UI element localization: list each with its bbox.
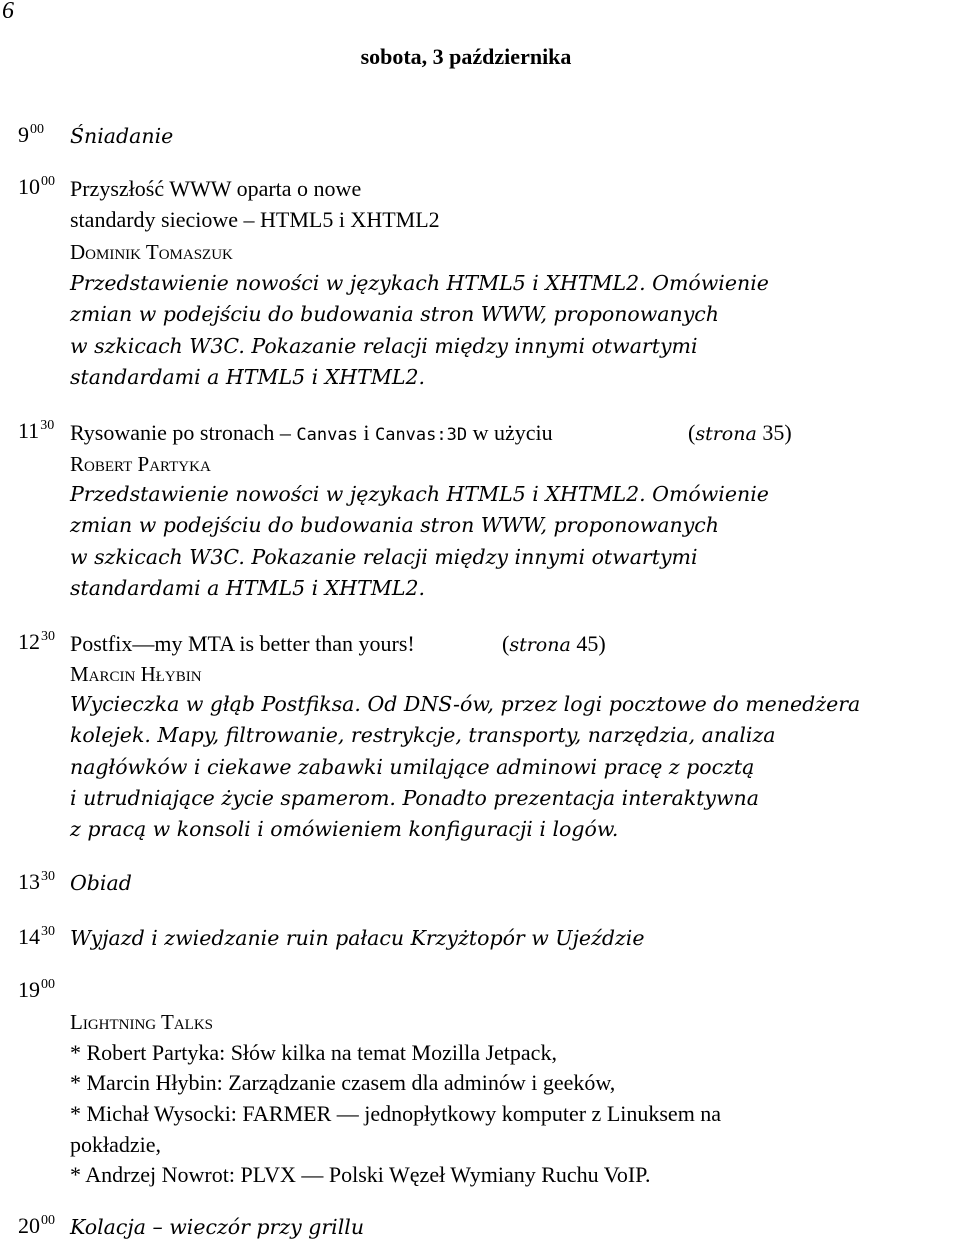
session-description-line: standardami a HTML5 i XHTML2. [70,365,426,389]
session-title: Lightning Talks [70,1010,214,1034]
talk-item: * Michał Wysocki: FARMER — jednopłytkowy komputer z Linuksem na [70,1101,722,1126]
day-heading: sobota, 3 października [360,44,572,69]
session-title: Postfix—my MTA is better than yours! [70,631,415,656]
session-title: Rysowanie po stronach – Canvas i Canvas:3D w użyciu [70,420,553,445]
session-time: $10^{00}$ [18,174,55,199]
session-title: Obiad [70,871,132,895]
code-term: Canvas [296,425,358,445]
session-description-line: Przedstawienie nowości w językach HTML5 i XHTML2. Omówienie [70,271,769,295]
session-description-line: zmian w podejściu do budowania stron WWW, proponowanych [70,302,719,326]
session-description-line: Przedstawienie nowości w językach HTML5 i XHTML2. Omówienie [70,482,769,506]
session-time: $9^{00}$ [18,122,44,147]
session-description-line: Wycieczka w głąb Postfiksa. Od DNS-ów, przez logi pocztowe do menedżera [70,692,861,716]
page-reference: (strona 45) [502,631,606,656]
session-title: Wyjazd i zwiedzanie ruin pałacu Krzyżtopór w Ujeździe [70,926,645,950]
session-description-line: w szkicach W3C. Pokazanie relacji między innymi otwartymi [70,545,698,569]
speaker-name: Dominik Tomaszuk [70,240,233,264]
page-reference: (strona 35) [688,420,792,445]
session-time: $11^{30}$ [18,418,55,443]
session-time: $14^{30}$ [18,924,55,949]
session-time: $20^{00}$ [18,1213,55,1238]
talk-item: * Marcin Hłybin: Zarządzanie czasem dla adminów i geeków, [70,1070,616,1095]
session-title: standardy sieciowe – HTML5 i XHTML2 [70,207,440,232]
session-title: Śniadanie [70,124,174,148]
session-description-line: zmian w podejściu do budowania stron WWW, proponowanych [70,513,719,537]
talk-item: * Andrzej Nowrot: PLVX — Polski Węzeł Wymiany Ruchu VoIP. [70,1162,651,1187]
session-time: $19^{00}$ [18,977,55,1002]
session-description-line: i utrudniające życie spamerom. Ponadto prezentacja interaktywna [70,786,759,810]
talk-item: * Robert Partyka: Słów kilka na temat Mozilla Jetpack, [70,1040,557,1065]
session-description-line: kolejek. Mapy, filtrowanie, restrykcje, transporty, narzędzia, analiza [70,723,776,747]
session-time: $12^{30}$ [18,629,55,654]
code-term: Canvas:3D [374,425,468,445]
session-title: Kolacja – wieczór przy grillu [70,1215,365,1239]
talk-item: pokładzie, [70,1132,162,1157]
session-description-line: standardami a HTML5 i XHTML2. [70,576,426,600]
page-number: 6 [2,0,14,24]
session-description-line: z pracą w konsoli i omówieniem konfiguracji i logów. [70,817,619,841]
session-title: Przyszłość WWW oparta o nowe [70,176,362,201]
session-time: $13^{30}$ [18,869,55,894]
speaker-name: Marcin Hłybin [70,662,202,686]
speaker-name: Robert Partyka [70,452,211,476]
session-description-line: w szkicach W3C. Pokazanie relacji między innymi otwartymi [70,334,698,358]
session-description-line: nagłówków i ciekawe zabawki umilające adminowi pracę z pocztą [70,755,755,779]
